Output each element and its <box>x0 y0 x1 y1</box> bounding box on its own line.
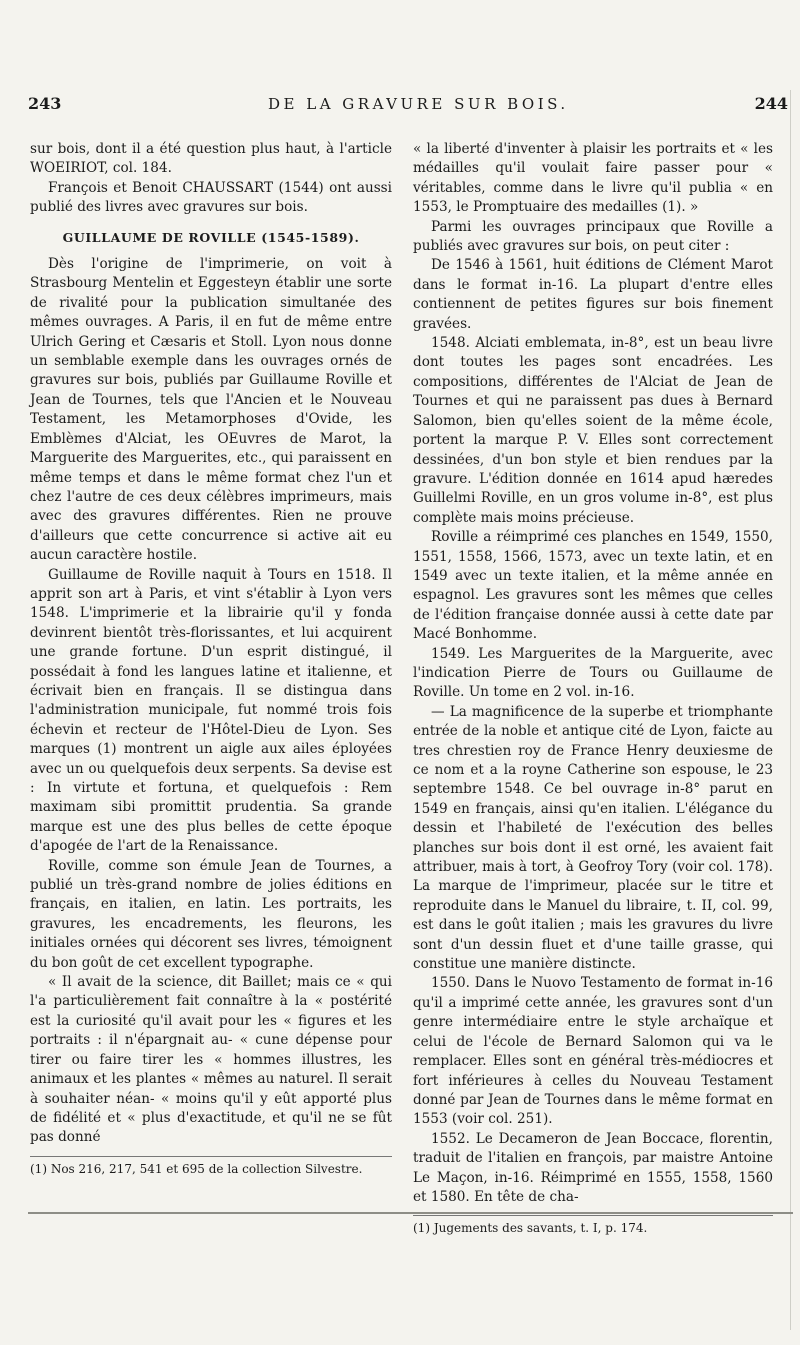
right-column <box>413 140 773 1236</box>
running-title: DE LA GRAVURE SUR BOIS. <box>268 95 569 113</box>
left-paragraph-1: sur bois, dont il a été question plus haut, à l'article WOEIRIOT, col. 184. <box>30 141 392 177</box>
footnote-rule-left <box>30 1156 392 1157</box>
page-number-left: 243 <box>28 94 62 113</box>
section-heading: GUILLAUME DE ROVILLE (1545-1589). <box>62 229 360 245</box>
page-number-right: 244 <box>754 94 788 113</box>
left-paragraph-3: Dès l'origine de l'imprimerie, on voit à Strasbourg Mentelin et Eggesteyn établir une sorte de rivalité pour la publication simultanée des mêmes ouvrages. A Paris, il en fut de même entre Ulrich Gering et Cæsaris et Stoll. Lyon nous donne un semblable exemple dans les ouvrages ornés de gravures sur bois, publiés par Guillaume Roville et Jean de Tournes, tels que l'Ancien et le Nouveau Testament, les Metamorphoses d'Ovide, les Emblèmes d'Alciat, les OEuvres de Marot, la Marguerite des Marguerites, etc., qui paraissent en même temps et dans le même format chez l'un et chez l'autre de ces deux célèbres imprimeurs, mais avec des gravures différentes. Rien ne prouve d'ailleurs que cette concurrence si active ait eu aucun caractère hostile. <box>30 256 392 564</box>
left-paragraph-6: « Il avait de la science, dit Baillet; mais ce « qui l'a particulièrement fait connaître à la « postérité est la curiosité qu'il avait pour les « figures et les portraits : il n'épargnait au- « cune dépense pour tirer ou faire tirer les « hommes illustres, les animaux et les plantes « mêmes au naturel. Il serait à souhaiter néan- « moins qu'il y eût apporté plus de fidélité et « plus d'exactitude, et qu'il ne se fût pas donné <box>30 974 392 1146</box>
right-paragraph-9: 1552. Le Decameron de Jean Boccace, florentin, traduit de l'italien en françois, par maistre Antoine Le Maçon, in-16. Réimprimé en 1555, 1558, 1560 et 1580. En tête de cha- <box>413 1130 773 1205</box>
left-footnote: (1) Nos 216, 217, 541 et 695 de la collection Silvestre. <box>30 1161 363 1176</box>
left-paragraph-2: François et Benoit CHAUSSART (1544) ont aussi publié des livres avec gravures sur bois. <box>30 179 392 216</box>
bottom-rule <box>28 1212 793 1214</box>
left-column <box>30 140 392 1177</box>
left-paragraph-5: Roville, comme son émule Jean de Tournes, a publié un très-grand nombre de jolies éditions en français, en italien, en latin. Les portraits, les gravures, les encadrements, les fleurons, les initiales ornées qui décorent ses livres, témoignent du bon goût de cet excellent typographe. <box>30 857 392 971</box>
right-paragraph-3: De 1546 à 1561, huit éditions de Clément Marot dans le format in-16. La plupart d'entre elles contiennent de petites figures sur bois finement gravées. <box>413 257 773 332</box>
running-header <box>28 94 788 120</box>
page-edge-rule <box>790 90 791 1330</box>
right-paragraph-7: — La magnificence de la superbe et triomphante entrée de la noble et antique cité de Lyon, faicte au tres chrestien roy de France Henry deuxiesme de ce nom et a la royne Catherine son espouse, le 23 septembre 1548. Ce bel ouvrage in-8° parut en 1549 en français, ainsi qu'en italien. L'élégance du dessin et l'habileté de l'exécution des belles planches sur bois dont il est orné, les avaient fait attribuer, mais à tort, à Geofroy Tory (voir col. 178). La marque de l'imprimeur, placée sur le titre et reproduite dans le Manuel du libraire, t. II, col. 99, est dans le goût italien ; mais les gravures du livre sont d'un dessin fluet et d'une taille grasse, qui constitue une manière distincte. <box>413 703 773 973</box>
left-paragraph-4: Guillaume de Roville naquit à Tours en 1518. Il apprit son art à Paris, et vint s'établir à Lyon vers 1548. L'imprimerie et la librairie qu'il y fonda devinrent bientôt très-florissantes, et lui acquirent une grande fortune. D'un esprit distingué, il possédait à fond les langues latine et italienne, et écrivait bien en français. Il se distingua dans l'administration municipale, fut nommé trois fois échevin et recteur de l'Hôtel-Dieu de Lyon. Ses marques (1) montrent un aigle aux ailes éployées avec un ou quelquefois deux serpents. Sa devise est : In virtute et fortuna, et quelquefois : Rem maximam sibi promittit prudentia. Sa grande marque est une des plus belles de cette époque d'apogée de l'art de la Renaissance. <box>30 566 392 855</box>
right-paragraph-6: 1549. Les Marguerites de la Marguerite, avec l'indication Pierre de Tours ou Guillaume de Roville. Un tome en 2 vol. in-16. <box>413 645 773 701</box>
right-paragraph-4: 1548. Alciati emblemata, in-8°, est un beau livre dont toutes les pages sont encadrées. Les compositions, différentes de l'Alciat de Jean de Tournes et qui ne paraissent pas dues à Bernard Salomon, bien qu'elles soient de la même école, portent la marque P. V. Elles sont correctement dessinées, d'un bon style et bien rendues par la gravure. L'édition donnée en 1614 apud hæredes Guillelmi Roville, en un gros volume in-8°, est plus complète mais moins précieuse. <box>413 335 773 526</box>
right-footnote: (1) Jugements des savants, t. I, p. 174. <box>413 1221 648 1236</box>
right-paragraph-5: Roville a réimprimé ces planches en 1549, 1550, 1551, 1558, 1566, 1573, avec un texte latin, et en 1549 avec un texte italien, et la même année en espagnol. Les gravures sont les mêmes que celles de l'édition française donnée aussi à cette date par Macé Bonhomme. <box>413 529 773 643</box>
right-paragraph-8: 1550. Dans le Nuovo Testamento de format in-16 qu'il a imprimé cette année, les gravures sont d'un genre intermédiaire entre le style archaïque et celui de l'école de Bernard Salomon qui va le remplacer. Elles sont en général très-médiocres et fort inférieures à celles du Nouveau Testament donné par Jean de Tournes dans le même format en 1553 (voir col. 251). <box>413 975 773 1128</box>
right-paragraph-1: « la liberté d'inventer à plaisir les portraits et « les médailles qu'il voulait faire passer pour « véritables, comme dans le livre qu'il publia « en 1553, le Promptuaire des medailles (1). » <box>413 141 773 216</box>
right-paragraph-2: Parmi les ouvrages principaux que Roville a publiés avec gravures sur bois, on peut citer : <box>413 218 773 255</box>
footnote-rule-right <box>413 1215 773 1216</box>
